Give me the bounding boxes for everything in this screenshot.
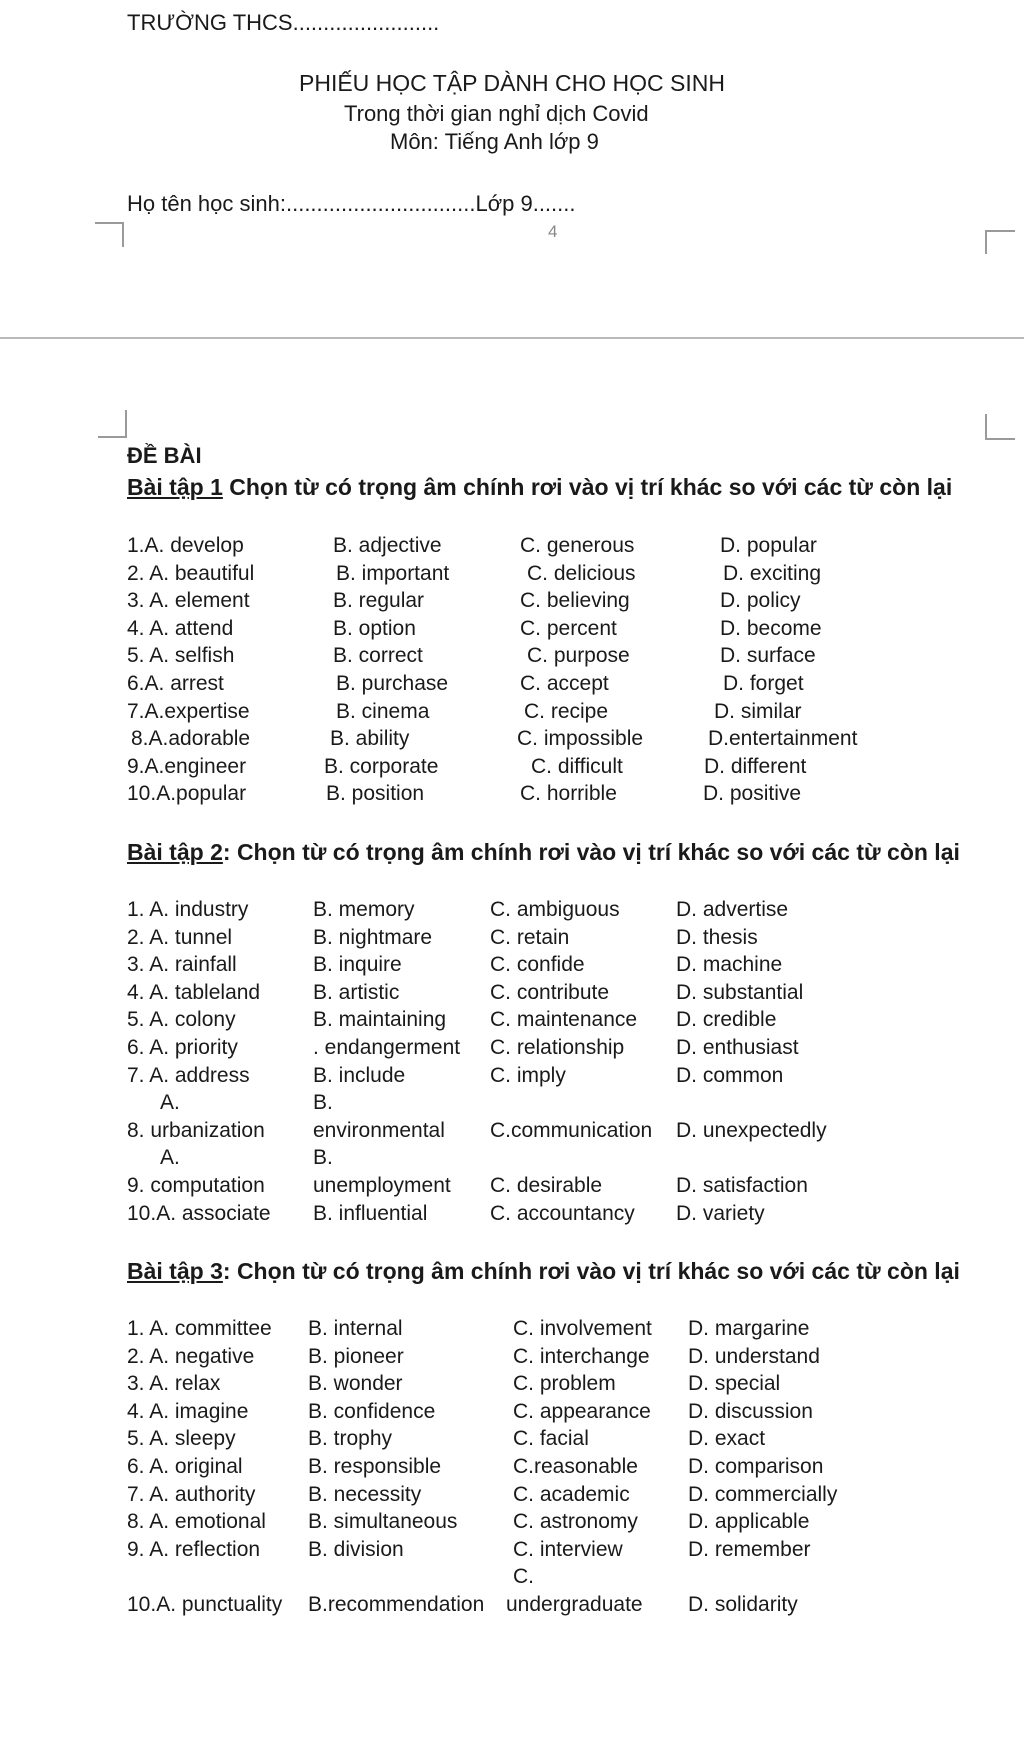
school-label: TRƯỜNG THCS (127, 10, 293, 35)
option-row (0, 1538, 1024, 1565)
option-d: D. enthusiast (676, 1036, 799, 1059)
option-row (0, 1146, 1024, 1173)
option-row (0, 1064, 1024, 1091)
option-d: D. satisfaction (676, 1174, 808, 1197)
exercise-3-title: Bài tập 3: Chọn từ có trọng âm chính rơi vào vị trí khác so với các từ còn lại (127, 1258, 960, 1284)
option-a: 6.A. arrest (127, 672, 224, 695)
option-b: environmental (313, 1118, 445, 1142)
option-row (0, 1174, 1024, 1201)
option-row (0, 1372, 1024, 1399)
option-b: B. responsible (308, 1455, 442, 1478)
option-d: D. advertise (676, 898, 789, 921)
option-a: 1.A. develop (127, 534, 244, 557)
option-b: B. division (308, 1537, 404, 1561)
option-c: C. involvement (513, 1317, 652, 1340)
option-d: D. substantial (676, 980, 804, 1004)
exercise-2-label: Bài tập 2 (127, 839, 223, 865)
crop-mark-bottom-left (98, 410, 127, 438)
option-d: D. remember (688, 1537, 811, 1561)
option-c: C.reasonable (513, 1455, 638, 1478)
option-d: D. commercially (688, 1482, 838, 1506)
option-a: 1. A. committee (127, 1317, 272, 1340)
option-row (0, 1593, 1024, 1620)
option-c: C. believing (520, 589, 630, 613)
option-c: C. horrible (520, 782, 617, 806)
option-a: 8. urbanization (127, 1118, 265, 1142)
option-row (0, 782, 1024, 809)
option-c: C. impossible (517, 727, 644, 751)
option-c: C. astronomy (513, 1510, 638, 1534)
option-d: D. common (676, 1063, 784, 1087)
option-d: D. credible (676, 1008, 777, 1032)
option-b: B. memory (313, 898, 415, 921)
crop-mark-bottom-right (985, 414, 1015, 440)
option-d: D. special (688, 1372, 781, 1396)
option-row (0, 1483, 1024, 1510)
option-b: B. correct (333, 644, 423, 668)
option-d: D. become (720, 616, 822, 640)
option-b: B. important (336, 561, 450, 585)
option-a: 10.A.popular (127, 782, 247, 806)
option-c: C. accountancy (490, 1201, 635, 1225)
option-d: D. solidarity (688, 1593, 798, 1616)
option-b: B. maintaining (313, 1008, 447, 1032)
option-d: D. unexpectedly (676, 1118, 827, 1142)
option-d: D. comparison (688, 1455, 824, 1478)
option-row (0, 1345, 1024, 1372)
option-row (0, 898, 1024, 925)
option-b: . endangerment (313, 1036, 461, 1059)
option-row (0, 534, 1024, 561)
crop-mark-top-right (985, 230, 1015, 254)
option-row (0, 1565, 1024, 1592)
option-b: B. internal (308, 1317, 403, 1340)
option-b: B. (313, 1146, 333, 1170)
option-row (0, 562, 1024, 589)
option-c: C. facial (513, 1427, 589, 1451)
option-row (0, 1036, 1024, 1063)
option-c: C. difficult (531, 754, 623, 778)
exercise-2-instruction: Chọn từ có trọng âm chính rơi vào vị trí khác so với các từ còn lại (236, 839, 960, 865)
option-b: B. purchase (336, 672, 449, 695)
student-info-line: Họ tên học sinh:...............................Lớp 9....... (127, 191, 576, 216)
option-row (0, 1400, 1024, 1427)
option-a: 1. A. industry (127, 898, 249, 921)
option-a: 8. A. emotional (127, 1510, 266, 1534)
option-c: C. retain (490, 925, 570, 949)
option-a: 7. A. authority (127, 1482, 256, 1506)
option-b: B. influential (313, 1201, 428, 1225)
option-b: B. corporate (324, 754, 439, 778)
option-row (0, 617, 1024, 644)
option-c: C. contribute (490, 980, 610, 1004)
option-d: D. similar (714, 699, 802, 723)
option-row (0, 1202, 1024, 1229)
option-c: C. purpose (527, 644, 630, 668)
option-b: unemployment (313, 1174, 451, 1197)
option-c: C. maintenance (490, 1008, 638, 1032)
option-d: D. variety (676, 1201, 765, 1225)
option-c: C. desirable (490, 1174, 603, 1197)
exercise-3-instruction: Chọn từ có trọng âm chính rơi vào vị trí khác so với các từ còn lại (236, 1258, 960, 1284)
option-d: D. policy (720, 589, 801, 613)
option-b: B. pioneer (308, 1344, 404, 1368)
option-b: B. include (313, 1063, 406, 1087)
option-b: B. wonder (308, 1372, 403, 1396)
option-d: D. popular (720, 534, 817, 557)
option-row (0, 644, 1024, 671)
option-c: C. interview (513, 1537, 623, 1561)
option-a: 7.A.expertise (127, 699, 250, 723)
option-c: undergraduate (506, 1593, 643, 1616)
option-b: B. adjective (333, 534, 442, 557)
exercise-1-label: Bài tập 1 (127, 474, 223, 500)
option-row (0, 1008, 1024, 1035)
option-a: 5. A. selfish (127, 644, 235, 668)
option-d: D. exact (688, 1427, 766, 1451)
school-dots: ........................ (292, 10, 440, 35)
subject-line: Môn: Tiếng Anh lớp 9 (390, 129, 599, 154)
option-b: B. inquire (313, 953, 402, 977)
option-c: C. (513, 1565, 534, 1589)
option-c: C. accept (520, 672, 609, 695)
option-b: B. position (326, 782, 425, 806)
option-row (0, 1317, 1024, 1344)
option-a: 10.A. associate (127, 1201, 271, 1225)
option-row (0, 1119, 1024, 1146)
option-row (0, 755, 1024, 782)
option-a: 2. A. beautiful (127, 561, 255, 585)
option-c: C. relationship (490, 1036, 625, 1059)
worksheet-title: PHIẾU HỌC TẬP DÀNH CHO HỌC SINH (299, 70, 725, 96)
option-b: B. regular (333, 589, 425, 613)
option-a: 2. A. negative (127, 1344, 255, 1368)
option-d: D. forget (723, 672, 804, 695)
page-separator (0, 337, 1024, 339)
option-row (0, 700, 1024, 727)
option-a: 8.A.adorable (131, 727, 251, 751)
option-a: 4. A. imagine (127, 1399, 249, 1423)
option-a: 6. A. priority (127, 1036, 238, 1059)
option-a: A. (160, 1091, 180, 1115)
option-c: C. ambiguous (490, 898, 620, 921)
option-c: C. interchange (513, 1344, 650, 1368)
crop-mark-top-left (95, 222, 124, 247)
option-a: A. (160, 1146, 180, 1170)
option-b: B. nightmare (313, 925, 433, 949)
option-c: C. percent (520, 616, 617, 640)
page-number: 4 (548, 222, 558, 241)
option-row (0, 1091, 1024, 1118)
option-b: B. trophy (308, 1427, 393, 1451)
option-c: C. problem (513, 1372, 616, 1396)
option-row (0, 953, 1024, 980)
option-a: 4. A. attend (127, 616, 234, 640)
option-a: 6. A. original (127, 1455, 243, 1478)
option-d: D. understand (688, 1344, 820, 1368)
exercise-3-label: Bài tập 3 (127, 1258, 223, 1284)
exercise-2-title: Bài tập 2: Chọn từ có trọng âm chính rơi vào vị trí khác so với các từ còn lại (127, 839, 960, 865)
option-d: D. discussion (688, 1399, 813, 1423)
school-line (127, 10, 439, 36)
option-d: D. applicable (688, 1510, 810, 1534)
option-row (0, 1510, 1024, 1537)
option-c: C. appearance (513, 1399, 651, 1423)
option-d: D. different (704, 754, 807, 778)
option-b: B. artistic (313, 980, 400, 1004)
option-a: 5. A. colony (127, 1008, 236, 1032)
option-a: 3. A. rainfall (127, 953, 237, 977)
option-c: C. recipe (524, 699, 609, 723)
option-d: D. positive (703, 782, 802, 806)
option-a: 9.A.engineer (127, 754, 247, 778)
option-row (0, 672, 1024, 699)
section-heading: ĐỀ BÀI (127, 443, 202, 468)
option-row (0, 727, 1024, 754)
option-row (0, 926, 1024, 953)
option-c: C. generous (520, 534, 635, 557)
option-row (0, 1455, 1024, 1482)
option-c: C. delicious (527, 561, 636, 585)
exercise-1-instruction: Chọn từ có trọng âm chính rơi vào vị trí khác so với các từ còn lại (229, 474, 953, 500)
option-c: C.communication (490, 1118, 653, 1142)
option-d: D. margarine (688, 1317, 810, 1340)
option-a: 7. A. address (127, 1063, 250, 1087)
option-row (0, 1427, 1024, 1454)
option-a: 5. A. sleepy (127, 1427, 236, 1451)
option-a: 3. A. relax (127, 1372, 221, 1396)
option-b: B. necessity (308, 1482, 422, 1506)
option-a: 9. computation (127, 1174, 265, 1197)
option-b: B. option (333, 616, 416, 640)
option-b: B. confidence (308, 1399, 436, 1423)
option-a: 2. A. tunnel (127, 925, 233, 949)
option-d: D. thesis (676, 925, 758, 949)
option-b: B. (313, 1091, 333, 1115)
option-a: 10.A. punctuality (127, 1593, 283, 1616)
option-b: B. cinema (336, 699, 430, 723)
option-c: C. confide (490, 953, 585, 977)
option-a: 9. A. reflection (127, 1537, 261, 1561)
option-row (0, 981, 1024, 1008)
option-a: 3. A. element (127, 589, 250, 613)
worksheet-subtitle: Trong thời gian nghỉ dịch Covid (344, 101, 649, 126)
option-c: C. imply (490, 1063, 566, 1087)
option-d: D.entertainment (708, 727, 858, 751)
option-a: 4. A. tableland (127, 980, 261, 1004)
option-d: D. surface (720, 644, 816, 668)
option-d: D. exciting (723, 561, 822, 585)
option-d: D. machine (676, 953, 783, 977)
option-b: B. simultaneous (308, 1510, 458, 1534)
exercise-1-title (127, 472, 1007, 503)
option-b: B.recommendation (308, 1593, 485, 1616)
option-c: C. academic (513, 1482, 630, 1506)
option-b: B. ability (330, 727, 410, 751)
option-row (0, 589, 1024, 616)
